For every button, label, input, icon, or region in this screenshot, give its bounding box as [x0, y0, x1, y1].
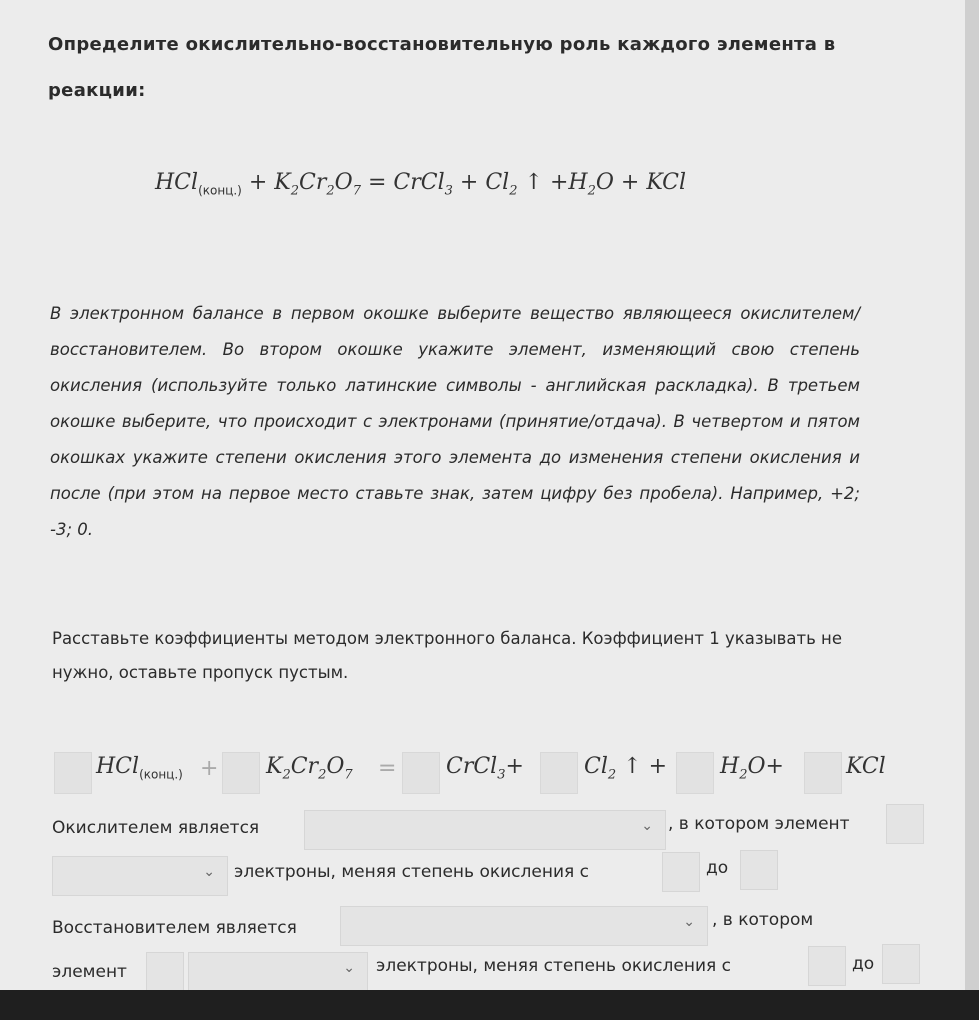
reducer-electrons-select[interactable] [188, 952, 368, 992]
eq-plus: + [549, 170, 569, 195]
eq-plus: + [248, 170, 268, 195]
oxidizer-electrons-select[interactable] [52, 856, 228, 896]
eq-o: O [334, 170, 353, 195]
term-kcl [846, 754, 886, 779]
eq-k: K [274, 170, 291, 195]
reducer-from-input[interactable] [808, 946, 846, 986]
monitor-bezel [0, 990, 979, 1020]
chevron-down-icon: ⌄ [343, 960, 355, 976]
eq-equals: = [367, 170, 387, 195]
t: H [720, 754, 740, 779]
reducer-to-input[interactable] [882, 944, 920, 984]
term-k2cr2o7 [266, 754, 353, 782]
term-hcl-condition: (конц.) [139, 767, 183, 782]
t: Cr [290, 754, 319, 779]
t: CrCl [446, 754, 498, 779]
eq-sub: 2 [587, 183, 596, 199]
screen-edge [965, 0, 979, 990]
op-equals: = [378, 756, 397, 781]
eq-cr: Cr [299, 170, 327, 195]
term-hcl [96, 754, 183, 781]
reducer-element-input[interactable] [146, 952, 184, 992]
eq-sub: 3 [444, 183, 453, 199]
eq-arrow: ↑ [524, 170, 543, 195]
oxidizer-label: Окислителем является [52, 818, 260, 838]
coef-input-h2o[interactable] [676, 752, 714, 794]
t: KCl [846, 754, 886, 779]
t: O [747, 754, 766, 779]
eq-o: O [595, 170, 614, 195]
eq-hcl-condition: (конц.) [198, 183, 242, 198]
reaction-equation [155, 170, 686, 198]
oxidizer-select[interactable] [304, 810, 666, 850]
coef-input-kcl[interactable] [804, 752, 842, 794]
oxidizer-element-input[interactable] [886, 804, 924, 844]
question-title: Определите окислительно-восстановительную роль каждого элемента в реакции: [48, 34, 836, 101]
eq-h: H [568, 170, 588, 195]
t: + [765, 754, 784, 779]
eq-cl: Cl [485, 170, 510, 195]
eq-sub: 2 [509, 183, 518, 199]
term-h2o [720, 754, 784, 782]
oxidizer-electrons-text: электроны, меняя степень окисления с [234, 862, 589, 882]
eq-plus: + [459, 170, 479, 195]
eq-crcl: CrCl [393, 170, 445, 195]
reducer-to-label: до [852, 954, 875, 974]
t: 2 [282, 767, 291, 783]
term-crcl3 [446, 754, 524, 782]
reducer-select[interactable] [340, 906, 708, 946]
eq-plus: + [620, 170, 640, 195]
coef-input-hcl[interactable] [54, 752, 92, 794]
t: Cl [584, 754, 608, 779]
instructions: В электронном балансе в первом окошке выберите вещество являющееся окислителем/восстановителем. Во втором окошке укажите элемент, изменяющий свою степень окисления (используйте только латинские символы - английская раскладка). В третьем окошке выберите, что происходит с электронами (принятие/отдача). В четвертом и пятом окошках укажите степени окисления этого элемента до изменения степени окисления и после (при этом на первое место ставьте знак, затем цифру без пробела). Например, +2; -3; 0. [50, 304, 860, 539]
reducer-after-select: , в котором [712, 910, 814, 930]
eq-kcl: KCl [646, 170, 687, 195]
oxidizer-to-label: до [706, 858, 729, 878]
oxidizer-from-input[interactable] [662, 852, 700, 892]
t: + [648, 754, 668, 779]
chevron-down-icon: ⌄ [641, 818, 653, 834]
t: K [266, 754, 283, 779]
term-cl2 [584, 754, 667, 782]
coef-input-k2cr2o7[interactable] [222, 752, 260, 794]
reducer-electrons-text: электроны, меняя степень окисления с [376, 956, 731, 976]
t: 3 [497, 767, 506, 783]
coef-input-crcl3[interactable] [402, 752, 440, 794]
t: O [326, 754, 345, 779]
t: + [505, 754, 524, 779]
eq-sub: 2 [326, 183, 335, 199]
chevron-down-icon: ⌄ [203, 864, 215, 880]
coefficient-row [52, 748, 912, 798]
coef-input-cl2[interactable] [540, 752, 578, 794]
op-plus: + [200, 756, 219, 781]
t: 2 [318, 767, 327, 783]
term-hcl-text: HCl [96, 754, 140, 779]
t: ↑ [623, 754, 642, 779]
reducer-element-label: элемент [52, 962, 127, 982]
eq-hcl: HCl [155, 170, 199, 195]
oxidizer-after-select: , в котором элемент [668, 814, 850, 834]
chevron-down-icon: ⌄ [683, 914, 695, 930]
t: 2 [607, 767, 617, 783]
oxidizer-to-input[interactable] [740, 850, 778, 890]
t: 2 [739, 767, 748, 783]
eq-sub: 2 [290, 183, 299, 199]
t: 7 [344, 767, 353, 783]
eq-sub: 7 [352, 183, 361, 199]
reducer-label: Восстановителем является [52, 918, 297, 938]
task-text: Расставьте коэффициенты методом электронного баланса. Коэффициент 1 указывать не нужно, оставьте пропуск пустым. [52, 629, 842, 682]
